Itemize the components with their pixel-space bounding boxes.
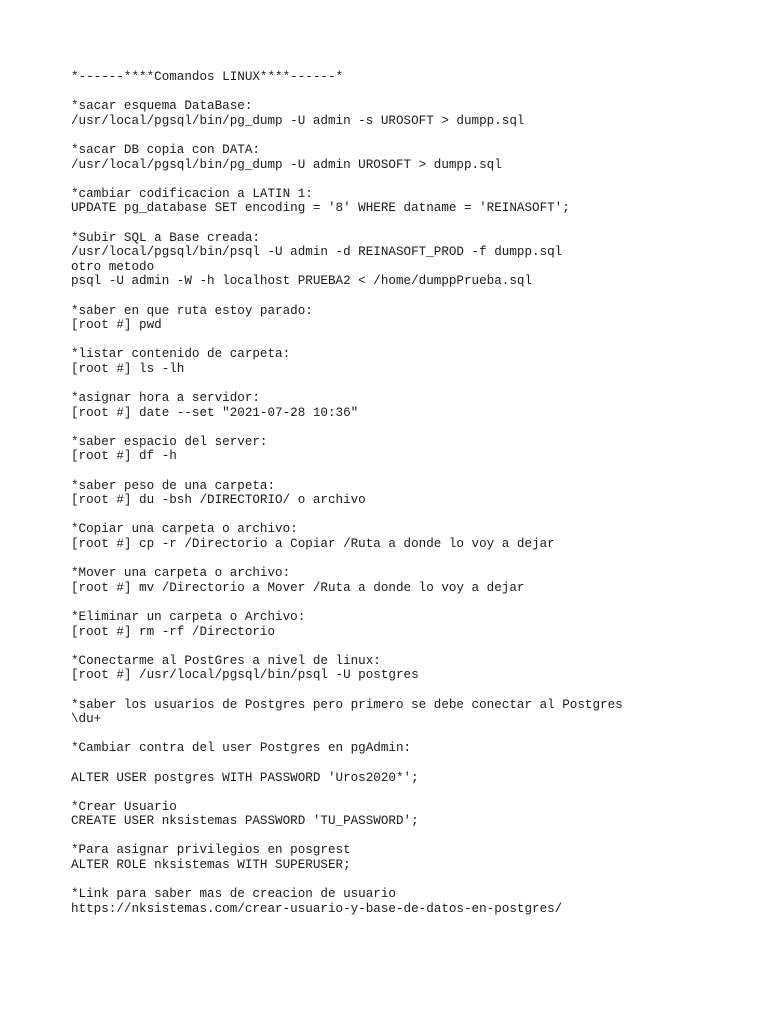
text-line: *sacar esquema DataBase: — [71, 99, 253, 114]
text-line: [root #] rm -rf /Directorio — [71, 624, 276, 639]
blank-line — [71, 756, 751, 771]
text-line: [root #] df -h — [71, 449, 177, 464]
blank-line — [71, 376, 751, 391]
text-line: *Crear Usuario — [71, 799, 177, 814]
document-page — [71, 70, 751, 916]
blank-line — [71, 128, 751, 143]
blank-line — [71, 552, 751, 567]
text-line: ALTER USER postgres WITH PASSWORD 'Uros2020*'; — [71, 770, 419, 785]
text-line: https://nksistemas.com/crear-usuario-y-base-de-datos-en-postgres/ — [71, 901, 563, 916]
text-line: *saber en que ruta estoy parado: — [71, 303, 313, 318]
blank-line — [71, 508, 751, 523]
text-line: *cambiar codificacion a LATIN 1: — [71, 186, 313, 201]
blank-line — [71, 216, 751, 231]
text-line: *asignar hora a servidor: — [71, 391, 260, 406]
blank-line — [71, 85, 751, 100]
blank-line — [71, 683, 751, 698]
text-line: /usr/local/pgsql/bin/pg_dump -U admin UROSOFT > dumpp.sql — [71, 157, 502, 172]
text-line: [root #] mv /Directorio a Mover /Ruta a donde lo voy a dejar — [71, 580, 525, 595]
text-line: *sacar DB copia con DATA: — [71, 142, 260, 157]
text-line: *Eliminar un carpeta o Archivo: — [71, 609, 306, 624]
text-line: \du+ — [71, 712, 102, 727]
text-line: /usr/local/pgsql/bin/psql -U admin -d REINASOFT_PROD -f dumpp.sql — [71, 245, 563, 260]
text-line: [root #] ls -lh — [71, 361, 185, 376]
blank-line — [71, 829, 751, 844]
blank-line — [71, 639, 751, 654]
blank-line — [71, 595, 751, 610]
text-line: *Link para saber mas de creacion de usuario — [71, 887, 396, 902]
text-line: *------****Comandos LINUX****------* — [71, 70, 344, 84]
text-line: ALTER ROLE nksistemas WITH SUPERUSER; — [71, 858, 351, 873]
blank-line — [71, 289, 751, 304]
text-line: *Subir SQL a Base creada: — [71, 230, 260, 245]
text-line: [root #] /usr/local/pgsql/bin/psql -U postgres — [71, 668, 419, 683]
text-line: *Cambiar contra del user Postgres en pgAdmin: — [71, 741, 412, 756]
text-line: *saber peso de una carpeta: — [71, 478, 276, 493]
text-line: UPDATE pg_database SET encoding = '8' WHERE datname = 'REINASOFT'; — [71, 201, 570, 216]
blank-line — [71, 420, 751, 435]
text-line: *Conectarme al PostGres a nivel de linux: — [71, 653, 381, 668]
text-line: *saber los usuarios de Postgres pero primero se debe conectar al Postgres — [71, 697, 623, 712]
blank-line — [71, 333, 751, 348]
blank-line — [71, 727, 751, 742]
blank-line — [71, 464, 751, 479]
blank-line — [71, 172, 751, 187]
text-line: *Mover una carpeta o archivo: — [71, 566, 291, 581]
blank-line — [71, 785, 751, 800]
text-line: *saber espacio del server: — [71, 434, 268, 449]
text-line: *Para asignar privilegios en posgrest — [71, 843, 351, 858]
text-line: *Copiar una carpeta o archivo: — [71, 522, 298, 537]
text-line: [root #] du -bsh /DIRECTORIO/ o archivo — [71, 493, 366, 508]
text-line: *listar contenido de carpeta: — [71, 347, 291, 362]
text-line: CREATE USER nksistemas PASSWORD 'TU_PASSWORD'; — [71, 814, 419, 829]
text-line: [root #] cp -r /Directorio a Copiar /Ruta a donde lo voy a dejar — [71, 537, 555, 551]
blank-line — [71, 873, 751, 888]
text-line: otro metodo — [71, 259, 155, 274]
text-line: /usr/local/pgsql/bin/pg_dump -U admin -s UROSOFT > dumpp.sql — [71, 113, 525, 128]
text-line: psql -U admin -W -h localhost PRUEBA2 < /home/dumppPrueba.sql — [71, 274, 533, 289]
text-line: [root #] pwd — [71, 318, 162, 333]
text-line: [root #] date --set "2021-07-28 10:36" — [71, 405, 359, 420]
